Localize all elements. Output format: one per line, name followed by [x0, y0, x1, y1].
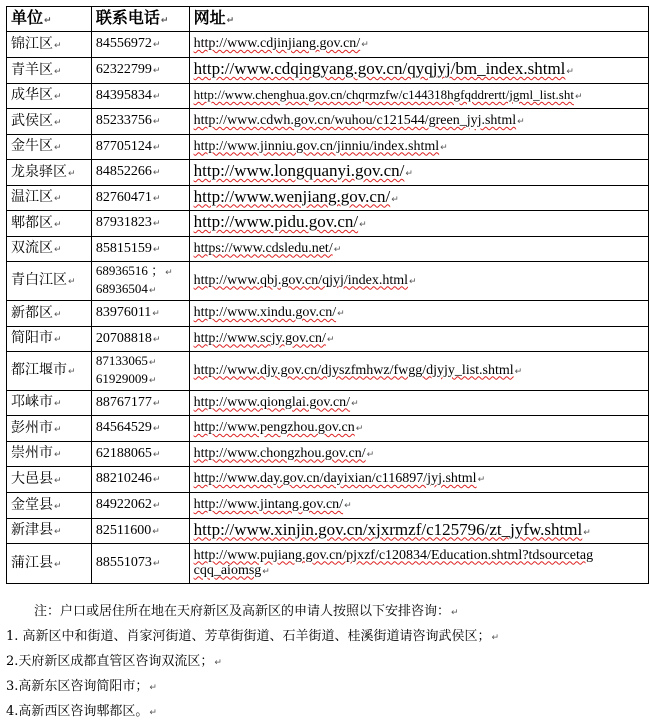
phone-cell: 85815159↵ [91, 237, 189, 262]
website-link[interactable]: http://www.chongzhou.gov.cn/↵ [189, 442, 648, 467]
table-row [7, 467, 649, 493]
table-row [7, 493, 649, 519]
website-link[interactable]: http://www.jinniu.gov.cn/jinniu/index.shtml↵ [189, 135, 648, 160]
note-line: 1. 高新区中和街道、肖家河街道、芳草街街道、石羊街道、桂溪街道请咨询武侯区；↵ [6, 629, 500, 644]
district-cell: 温江区↵ [7, 186, 92, 211]
phone-cell: 88767177↵ [91, 391, 189, 416]
notes-section [6, 600, 646, 725]
phone-cell: 62322799↵ [91, 58, 189, 84]
table-row [7, 186, 649, 211]
website-link[interactable]: http://www.day.gov.cn/dayixian/c116897/jyj.shtml↵ [189, 467, 648, 493]
phone-cell: 82760471↵ [91, 186, 189, 211]
table-row [7, 301, 649, 327]
district-cell: 青羊区↵ [7, 58, 92, 84]
table-row [7, 544, 649, 584]
district-cell: 彭州市↵ [7, 416, 92, 442]
website-link[interactable]: http://www.longquanyi.gov.cn/↵ [189, 160, 648, 186]
table-row [7, 160, 649, 186]
table-row [7, 262, 649, 301]
website-link[interactable]: http://www.xinjin.gov.cn/xjxrmzf/c125796/zt_jyfw.shtml↵ [189, 519, 648, 544]
table-row [7, 58, 649, 84]
phone-cell: 62188065↵ [91, 442, 189, 467]
website-link[interactable]: http://www.pujiang.gov.cn/pjxzf/c120834/Education.shtml?tdsourcetag cqq_aiomsg↵ [189, 544, 648, 584]
note-line: 2.天府新区成都直管区咨询双流区；↵ [6, 654, 222, 669]
phone-cell: 83976011↵ [91, 301, 189, 327]
note-line: 3.高新东区咨询简阳市；↵ [6, 679, 157, 694]
phone-cell: 82511600↵ [91, 519, 189, 544]
district-cell: 金堂县↵ [7, 493, 92, 519]
district-cell: 都江堰市↵ [7, 352, 92, 391]
website-link[interactable]: http://www.xindu.gov.cn/↵ [189, 301, 648, 327]
district-cell: 龙泉驿区↵ [7, 160, 92, 186]
table-row [7, 211, 649, 237]
district-cell: 双流区↵ [7, 237, 92, 262]
header-website: 网址↵ [189, 7, 648, 32]
district-cell: 武侯区↵ [7, 109, 92, 135]
website-link[interactable]: http://www.pidu.gov.cn/↵ [189, 211, 648, 237]
district-cell: 锦江区↵ [7, 32, 92, 58]
website-link[interactable]: http://www.pengzhou.gov.cn↵ [189, 416, 648, 442]
table-row [7, 352, 649, 391]
phone-cell: 88551073↵ [91, 544, 189, 584]
website-link[interactable]: http://www.cdwh.gov.cn/wuhou/c121544/green_jyj.shtml↵ [189, 109, 648, 135]
website-link[interactable]: http://www.cdqingyang.gov.cn/qyqjyj/bm_index.shtml↵ [189, 58, 648, 84]
phone-cell: 87705124↵ [91, 135, 189, 160]
table-row [7, 327, 649, 352]
website-link[interactable]: http://www.scjy.gov.cn/↵ [189, 327, 648, 352]
district-cell: 崇州市↵ [7, 442, 92, 467]
table-row [7, 442, 649, 467]
phone-cell: 88210246↵ [91, 467, 189, 493]
phone-cell: 20708818↵ [91, 327, 189, 352]
phone-cell: 87133065↵ 61929009↵ [91, 352, 189, 391]
website-link[interactable]: http://www.qbj.gov.cn/qjyj/index.html↵ [189, 262, 648, 301]
header-phone: 联系电话↵ [91, 7, 189, 32]
phone-cell: 84922062↵ [91, 493, 189, 519]
district-cell: 金牛区↵ [7, 135, 92, 160]
district-cell: 蒲江县↵ [7, 544, 92, 584]
table-row [7, 135, 649, 160]
phone-cell: 87931823↵ [91, 211, 189, 237]
district-cell: 新都区↵ [7, 301, 92, 327]
website-link[interactable]: http://www.cdjinjiang.gov.cn/↵ [189, 32, 648, 58]
table-row [7, 84, 649, 109]
website-link[interactable]: http://www.qionglai.gov.cn/↵ [189, 391, 648, 416]
district-cell: 简阳市↵ [7, 327, 92, 352]
table-row [7, 416, 649, 442]
district-cell: 新津县↵ [7, 519, 92, 544]
phone-cell: 84556972↵ [91, 32, 189, 58]
note-line: 注：户口或居住所在地在天府新区及高新区的申请人按照以下安排咨询：↵ [34, 604, 459, 619]
website-link[interactable]: http://www.jintang.gov.cn/↵ [189, 493, 648, 519]
website-link[interactable]: http://www.chenghua.gov.cn/chqrmzfw/c144318hgfqddrertt/jgml_list.sht↵ [189, 84, 648, 109]
district-cell: 郫都区↵ [7, 211, 92, 237]
table-row [7, 519, 649, 544]
phone-cell: 84564529↵ [91, 416, 189, 442]
district-cell: 成华区↵ [7, 84, 92, 109]
contact-table [6, 6, 649, 584]
website-link[interactable]: https://www.cdsledu.net/↵ [189, 237, 648, 262]
phone-cell: 85233756↵ [91, 109, 189, 135]
website-link[interactable]: http://www.djy.gov.cn/djyszfmhwz/fwgg/djyjy_list.shtml↵ [189, 352, 648, 391]
table-header-row [7, 7, 649, 32]
table-row [7, 391, 649, 416]
table-row [7, 237, 649, 262]
header-unit: 单位↵ [7, 7, 92, 32]
district-cell: 青白江区↵ [7, 262, 92, 301]
district-cell: 邛崃市↵ [7, 391, 92, 416]
table-row [7, 32, 649, 58]
phone-cell: 84395834↵ [91, 84, 189, 109]
district-cell: 大邑县↵ [7, 467, 92, 493]
website-link[interactable]: http://www.wenjiang.gov.cn/↵ [189, 186, 648, 211]
phone-cell: 68936516 ；↵ 68936504↵ [91, 262, 189, 301]
note-line: 4.高新西区咨询郫都区。↵ [6, 704, 157, 719]
table-row [7, 109, 649, 135]
phone-cell: 84852266↵ [91, 160, 189, 186]
